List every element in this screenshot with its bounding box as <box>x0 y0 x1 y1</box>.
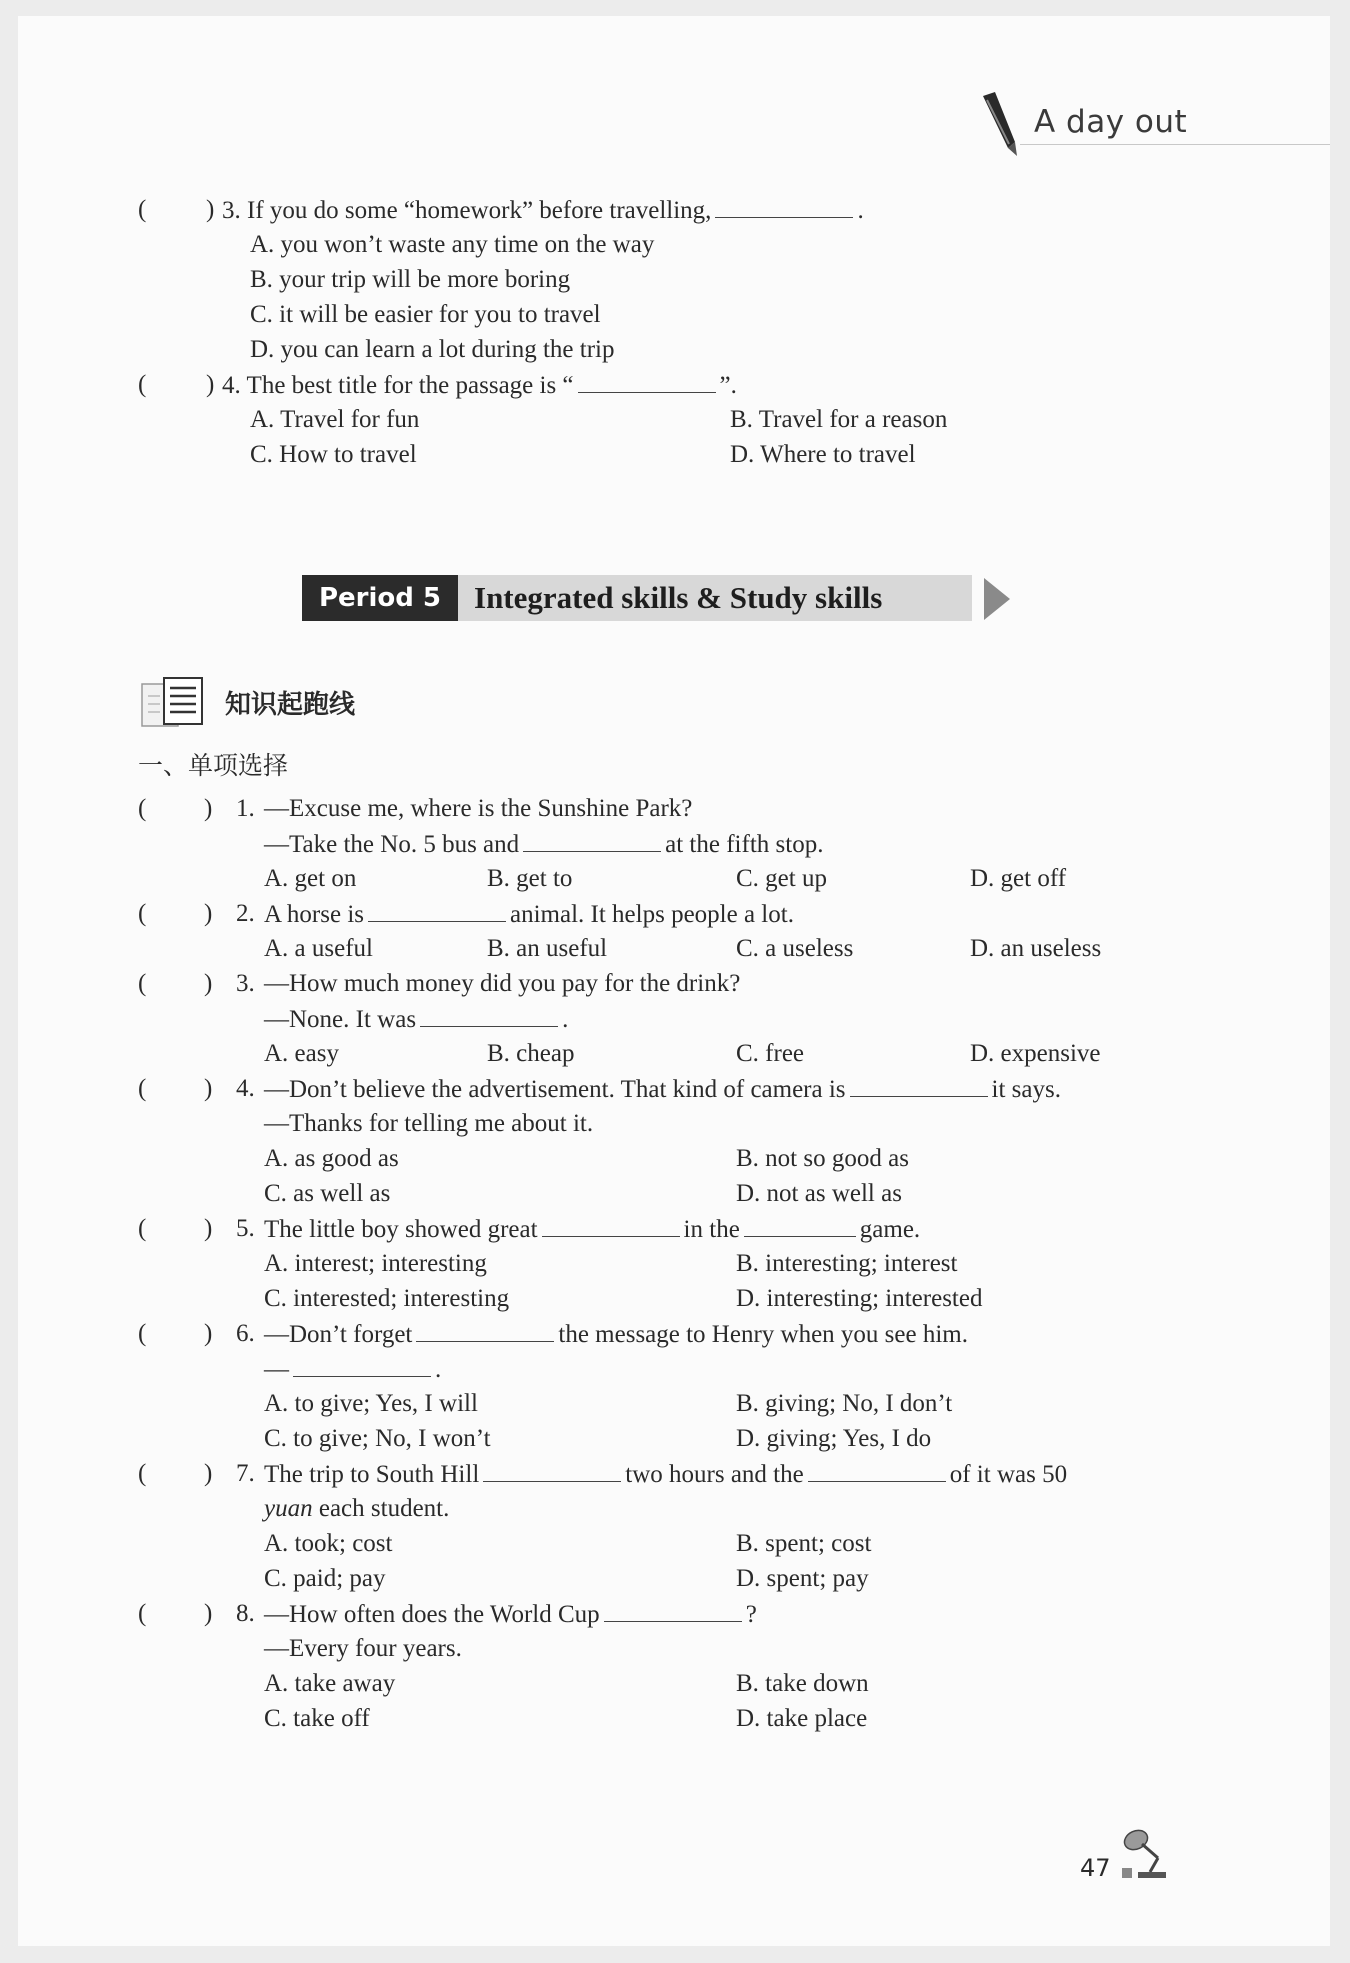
q7-paren-close: ) <box>204 1460 213 1487</box>
prev-q4-paren-open: ( <box>138 371 147 398</box>
q5-paren-close: ) <box>204 1215 213 1242</box>
q2-line-1: A horse is animal. It helps people a lot. <box>264 897 794 932</box>
q3-line-2: —None. It was . <box>264 1002 568 1037</box>
q5-number: 5. <box>236 1215 255 1242</box>
q2-number: 2. <box>236 900 255 927</box>
prev-q4-option-d: D. Where to travel <box>730 441 916 468</box>
q3-option-a: A. easy <box>264 1040 339 1067</box>
q5-option-b: B. interesting; interest <box>736 1250 958 1277</box>
q8-option-a: A. take away <box>264 1670 396 1697</box>
page-number: 47 <box>1080 1854 1111 1882</box>
pen-icon <box>975 90 1025 160</box>
q5-option-d: D. interesting; interested <box>736 1285 983 1312</box>
prev-q3-option-c: C. it will be easier for you to travel <box>250 301 601 328</box>
section-heading: 知识起跑线 <box>225 690 356 720</box>
answer-blank[interactable] <box>420 1002 558 1027</box>
prev-q4-option-b: B. Travel for a reason <box>730 406 948 433</box>
q8-number: 8. <box>236 1600 255 1627</box>
q1-option-b: B. get to <box>487 865 573 892</box>
q1-option-d: D. get off <box>970 865 1067 892</box>
q3-line-1: —How much money did you pay for the drink? <box>264 970 741 997</box>
answer-blank[interactable] <box>578 368 716 393</box>
q3-option-d: D. expensive <box>970 1040 1101 1067</box>
q1-paren-open: ( <box>138 795 147 822</box>
q4-paren-open: ( <box>138 1075 147 1102</box>
q4-option-c: C. as well as <box>264 1180 391 1207</box>
period-label: Period 5 <box>302 575 458 621</box>
q4-line-2: —Thanks for telling me about it. <box>264 1110 594 1137</box>
desk-lamp-icon <box>1118 1826 1174 1882</box>
q2-option-c: C. a useless <box>736 935 854 962</box>
prev-q3-paren-open: ( <box>138 196 147 223</box>
q2-option-a: A. a useful <box>264 935 373 962</box>
q7-line-2: yuan each student. <box>264 1495 450 1522</box>
q7-option-a: A. took; cost <box>264 1530 393 1557</box>
q3-option-b: B. cheap <box>487 1040 575 1067</box>
notebook-icon <box>138 676 208 730</box>
answer-blank[interactable] <box>808 1457 946 1482</box>
answer-blank[interactable] <box>850 1072 988 1097</box>
unit-title: A day out <box>1034 104 1188 140</box>
q4-option-b: B. not so good as <box>736 1145 909 1172</box>
prev-q4-option-a: A. Travel for fun <box>250 406 420 433</box>
q6-number: 6. <box>236 1320 255 1347</box>
q6-paren-close: ) <box>204 1320 213 1347</box>
q4-number: 4. <box>236 1075 255 1102</box>
q6-paren-open: ( <box>138 1320 147 1347</box>
q6-option-a: A. to give; Yes, I will <box>264 1390 478 1417</box>
answer-blank[interactable] <box>416 1317 554 1342</box>
q3-paren-open: ( <box>138 970 147 997</box>
answer-blank[interactable] <box>604 1597 742 1622</box>
q5-paren-open: ( <box>138 1215 147 1242</box>
q7-option-d: D. spent; pay <box>736 1565 869 1592</box>
q8-option-b: B. take down <box>736 1670 869 1697</box>
q3-paren-close: ) <box>204 970 213 997</box>
q1-line-1: —Excuse me, where is the Sunshine Park? <box>264 795 693 822</box>
answer-blank[interactable] <box>744 1212 856 1237</box>
q7-line-1: The trip to South Hill two hours and the of it was 50 <box>264 1457 1067 1492</box>
banner-arrow-icon <box>982 576 1012 622</box>
q8-paren-open: ( <box>138 1600 147 1627</box>
q1-option-c: C. get up <box>736 865 827 892</box>
q5-option-c: C. interested; interesting <box>264 1285 510 1312</box>
answer-blank[interactable] <box>523 827 661 852</box>
q7-option-b: B. spent; cost <box>736 1530 872 1557</box>
answer-blank[interactable] <box>293 1352 431 1377</box>
prev-q3-option-a: A. you won’t waste any time on the way <box>250 231 655 258</box>
answer-blank[interactable] <box>368 897 506 922</box>
q2-paren-close: ) <box>204 900 213 927</box>
prev-q3-paren-close: ) <box>206 196 215 223</box>
q6-line-2: — . <box>264 1352 441 1387</box>
prev-q4-option-c: C. How to travel <box>250 441 417 468</box>
prev-q4-paren-close: ) <box>206 371 215 398</box>
q4-line-1: —Don’t believe the advertisement. That kind of camera is it says. <box>264 1072 1061 1107</box>
q6-option-c: C. to give; No, I won’t <box>264 1425 491 1452</box>
q1-option-a: A. get on <box>264 865 357 892</box>
q3-option-c: C. free <box>736 1040 805 1067</box>
q1-paren-close: ) <box>204 795 213 822</box>
q3-number: 3. <box>236 970 255 997</box>
q4-paren-close: ) <box>204 1075 213 1102</box>
section-subheading: 一、单项选择 <box>138 751 289 780</box>
header-rule <box>1020 144 1330 145</box>
answer-blank[interactable] <box>483 1457 621 1482</box>
period-title: Integrated skills & Study skills <box>458 575 972 621</box>
q1-line-2: —Take the No. 5 bus and at the fifth stop. <box>264 827 823 862</box>
q8-line-1: —How often does the World Cup ? <box>264 1597 757 1632</box>
q6-option-d: D. giving; Yes, I do <box>736 1425 932 1452</box>
q2-option-d: D. an useless <box>970 935 1102 962</box>
q8-line-2: —Every four years. <box>264 1635 462 1662</box>
q6-option-b: B. giving; No, I don’t <box>736 1390 953 1417</box>
prev-q3-option-d: D. you can learn a lot during the trip <box>250 336 615 363</box>
prev-q4-stem: 4. The best title for the passage is “ ”. <box>222 368 737 403</box>
q7-option-c: C. paid; pay <box>264 1565 386 1592</box>
answer-blank[interactable] <box>715 193 853 218</box>
q5-option-a: A. interest; interesting <box>264 1250 487 1277</box>
q4-option-a: A. as good as <box>264 1145 399 1172</box>
q2-paren-open: ( <box>138 900 147 927</box>
answer-blank[interactable] <box>542 1212 680 1237</box>
q1-number: 1. <box>236 795 255 822</box>
q2-option-b: B. an useful <box>487 935 608 962</box>
prev-q3-stem: 3. If you do some “homework” before travelling, . <box>222 193 864 228</box>
q7-number: 7. <box>236 1460 255 1487</box>
q6-line-1: —Don’t forget the message to Henry when you see him. <box>264 1317 968 1352</box>
q8-option-d: D. take place <box>736 1705 868 1732</box>
q8-option-c: C. take off <box>264 1705 370 1732</box>
q8-paren-close: ) <box>204 1600 213 1627</box>
q4-option-d: D. not as well as <box>736 1180 902 1207</box>
q5-line-1: The little boy showed great in the game. <box>264 1212 920 1247</box>
q7-paren-open: ( <box>138 1460 147 1487</box>
prev-q3-option-b: B. your trip will be more boring <box>250 266 571 293</box>
